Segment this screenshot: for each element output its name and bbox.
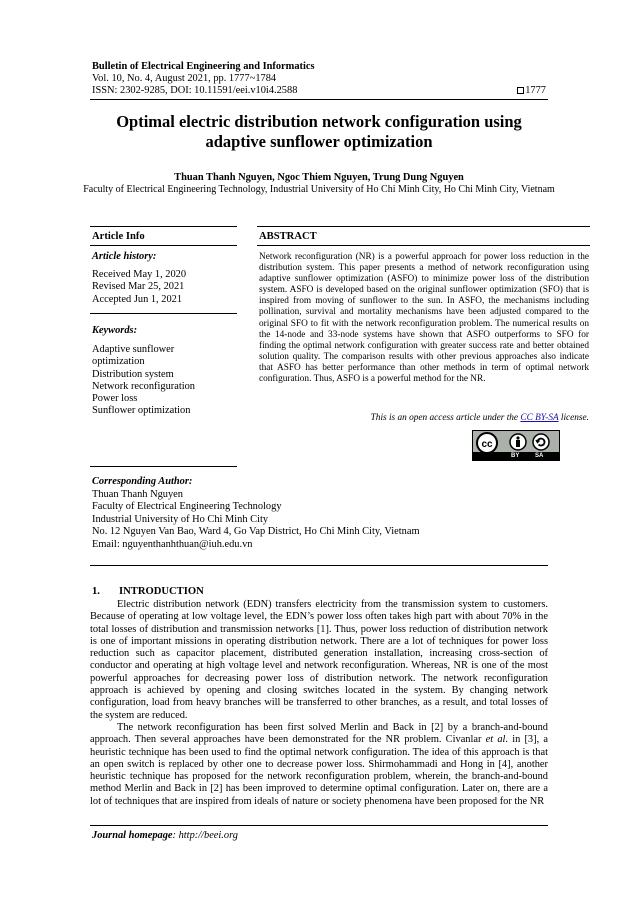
intro-paragraph-1: Electric distribution network (EDN) transfers electricity from the transmission system to customers. Because of operating at low voltage level, the EDN’s power loss often takes high part with about 70% in the total losses of distribution and transmission networks [1]. Thus, power loss reduction of distribution network is one of important missions in operating distribution network. There are a lot of techniques for power loss reduction such as capacitor placement, distributed generation installation, increasing cross-section of conductor and operating at high voltage level and network reconfiguration. Whereas, NR is one of the most powerful approaches for decreasing power loss of distribution network. The network reconfiguration approach is achieved by opening and closing switches located in the system. By changing network configuration, load from heavy branches will be transferred to other branches, as a result, and total losses of the system are reduced.: [90, 599, 548, 721]
history-heading: Article history:: [92, 251, 157, 262]
cc-badge-bar: [473, 452, 559, 460]
abstract-heading: ABSTRACT: [259, 231, 317, 242]
keyword-item: optimization: [92, 356, 145, 368]
intro-paragraph-2: The network reconfiguration has been first solved Merlin and Back in [2] by a branch-and-bound approach. Then several approaches have been demonstrated for the NR problem. Civanlar et al. in [3], a heuristic technique has been used to find the optimal network configuration. The idea of this approach is that an open switch is replaced by other one to decrease power loss. Shirmohammadi and Hong in [4], another heuristic technique has proposed for the network reconfiguration problem, wherein, the branch-and-bound method Merlin and Back in [2] has been improved to determine optimal configuration. Later on, there are a lot of techniques that are inspired from ideals of nature or society phenomena have been proposed for the NR: [90, 721, 548, 807]
creative-commons-icon: [477, 433, 497, 453]
section-heading-introduction: 1. INTRODUCTION: [92, 586, 204, 597]
license-note: This is an open access article under the CC BY-SA license.: [370, 413, 589, 423]
author-list: Thuan Thanh Nguyen, Ngoc Thiem Nguyen, Trung Dung Nguyen: [174, 172, 464, 183]
history-revised: Revised Mar 25, 2021: [92, 281, 185, 293]
paper-title: Optimal electric distribution network configuration using adaptive sunflower optimization: [116, 112, 522, 151]
corresponding-address: No. 12 Nguyen Van Bao, Ward 4, Go Vap District, Ho Chi Minh City, Vietnam: [92, 526, 420, 538]
history-list: [92, 269, 186, 306]
corresponding-heading: Corresponding Author:: [92, 476, 193, 487]
history-received: Received May 1, 2020: [92, 269, 187, 280]
keywords-heading: Keywords:: [92, 325, 138, 336]
footer-rule: [90, 825, 548, 826]
cc-sa-label: SA: [535, 453, 544, 459]
keywords-rule: [90, 313, 237, 314]
issn-doi: ISSN: 2302-9285, DOI: 10.11591/eei.v10i4.2588: [92, 85, 298, 96]
square-icon: [517, 87, 524, 94]
cc-badge-icons: [473, 431, 559, 453]
info-bottom-rule: [90, 565, 548, 566]
keyword-item: Adaptive sunflower: [92, 344, 175, 355]
corresponding-faculty: Faculty of Electrical Engineering Technology: [92, 501, 282, 513]
abstract-rule: [257, 245, 590, 246]
corresponding-details: [92, 489, 420, 551]
introduction-body: [90, 599, 548, 808]
article-info-heading: Article Info: [92, 231, 145, 242]
corresponding-email[interactable]: Email: nguyenthanhthuan@iuh.edu.vn: [92, 538, 253, 550]
cc-by-sa-link[interactable]: CC BY-SA: [520, 413, 559, 423]
keyword-item: Sunflower optimization: [92, 405, 191, 417]
share-alike-icon: [533, 434, 549, 450]
article-info-top-rule: [90, 226, 237, 227]
abstract-text: Network reconfiguration (NR) is a powerful approach for power loss reduction in the distribution system. This paper presents a method of network reconfiguration using adaptive sunflower optimization (ASFO) to minimize power loss of the distribution system. ASFO is developed based on the original sunflower optimization (SFO) that is inspired from moving of sunflower to the sun. In ASFO, the mechanisms including pollination, survival and mortality mechanisms have been adjusted compared to the original SFO to fit with the network reconfiguration problem. The numerical results on the 14-node and 33-node systems have shown that ASFO outperforms to SFO for finding the optimal network configuration with greater success rate and better obtained solution quality. The comparison results with other previous approaches also indicate that ASFO has better performance than other methods in term of optimal network configuration. Thus, ASFO is a powerful method for the NR.: [259, 252, 589, 385]
keyword-item: Power loss: [92, 393, 138, 405]
homepage-link[interactable]: : http://beei.org: [172, 830, 238, 841]
attribution-icon: [510, 434, 526, 450]
cc-by-label: BY: [511, 453, 520, 459]
abstract-top-rule: [257, 226, 590, 227]
affiliation: Faculty of Electrical Engineering Technology, Industrial University of Ho Chi Minh City, Ho Chi Minh City, Vietnam: [83, 184, 555, 195]
cc-license-badge[interactable]: [472, 430, 560, 461]
volume-info: Vol. 10, No. 4, August 2021, pp. 1777~1784: [92, 73, 277, 84]
page-number: 1777: [517, 85, 546, 97]
journal-name: Bulletin of Electrical Engineering and Informatics: [92, 61, 315, 72]
keyword-item: Distribution system: [92, 368, 174, 380]
journal-homepage: Journal homepage: http://beei.org: [92, 830, 238, 841]
article-info-bottom-rule: [90, 466, 237, 467]
history-accepted: Accepted Jun 1, 2021: [92, 293, 183, 305]
keywords-list: [92, 344, 195, 418]
corresponding-name: Thuan Thanh Nguyen: [92, 489, 183, 500]
article-info-rule: [90, 245, 237, 246]
keyword-item: Network reconfiguration: [92, 380, 196, 392]
header-rule: [90, 99, 548, 100]
svg-text:cc: cc: [481, 439, 493, 450]
corresponding-university: Industrial University of Ho Chi Minh City: [92, 513, 269, 525]
